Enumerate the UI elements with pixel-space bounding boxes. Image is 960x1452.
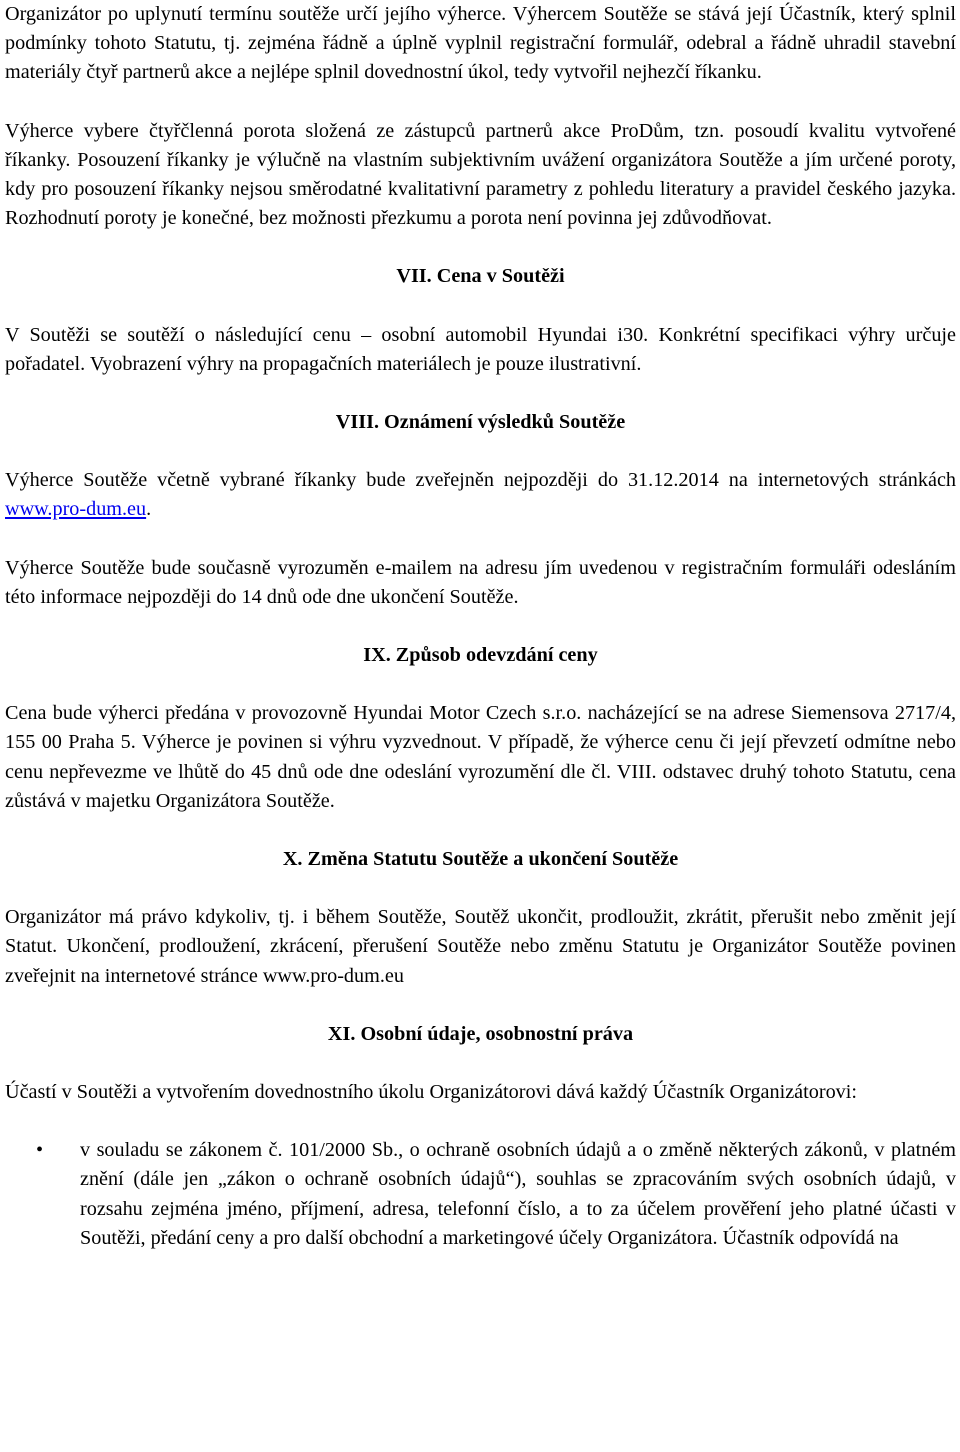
handover-paragraph: Cena bude výherci předána v provozovně Hyundai Motor Czech s.r.o. nacházející se na adrese Siemensova 2717/4, 155 00 Praha 5. Výherce je povinen si výhru vyzvednout. V případě, že výherce cenu či její převzetí odmítne nebo cenu nepřevezme ve lhůtě do 45 dnů ode dne odeslání vyrozumění dle čl. VIII. odstavec druhý tohoto Statutu, cena zůstává v majetku Organizátora Soutěže.	[5, 702, 956, 812]
results-text: Výherce Soutěže včetně vybrané říkanky bude zveřejněn nejpozději do 31.12.2014 na internetových stránkách	[5, 469, 956, 492]
intro-paragraph-jury: Výherce vybere čtyřčlenná porota složená ze zástupců partnerů akce ProDům, tzn. posoudí kvalitu vytvořené říkanky. Posouzení říkanky je výlučně na vlastním subjektivním uvážení organizátora Soutěže a jím určené poroty, kdy pro posouzení říkanky nejsou směrodatné kvalitativní parametry z pohledu literatury a pravidel českého jazyka. Rozhodnutí poroty je konečné, bez možnosti přezkumu a porota není povinna jej zdůvodňovat.	[5, 119, 956, 230]
intro-paragraph-winner: Organizátor po uplynutí termínu soutěže určí jejího výherce. Výhercem Soutěže se stává její Účastník, který splnil podmínky tohoto Statutu, tj. zejména řádně a úplně vyplnil registrační formulář, odebral a řádně uhradil stavební materiály čtyř partnerů akce a nejlépe splnil dovednostní úkol, tedy vytvořil nejhezčí říkanku.	[5, 3, 956, 84]
list-item	[5, 1136, 956, 1253]
list-item-text: v souladu se zákonem č. 101/2000 Sb., o ochraně osobních údajů a o změně některých zákonů, v platném znění (dále jen „zákon o ochraně osobních údajů“), souhlas se zpracováním svých osobních údajů, v rozsahu zejména jméno, příjmení, adresa, telefonní číslo, a to za účelem prověření jeho platné účasti v Soutěži, předání ceny a pro další obchodní a marketingové účely Organizátora. Účastník odpovídá na	[80, 1139, 956, 1249]
changes-paragraph: Organizátor má právo kdykoliv, tj. i během Soutěže, Soutěž ukončit, prodloužit, zkrátit, přerušit nebo změnit její Statut. Ukončení, prodloužení, zkrácení, přerušení Soutěže nebo změnu Statutu je Organizátor Soutěže povinen zveřejnit na internetové stránce www.pro-dum.eu	[5, 906, 956, 987]
section-heading-results: VIII. Oznámení výsledků Soutěže	[335, 411, 626, 434]
section-heading-handover: IX. Způsob odevzdání ceny	[363, 644, 598, 667]
results-paragraph-publication	[5, 466, 956, 524]
results-paragraph-email: Výherce Soutěže bude současně vyrozuměn e-mailem na adresu jím uvedenou v registračním formuláři odesláním této informace nejpozději do 14 dnů ode dne ukončení Soutěže.	[5, 556, 956, 608]
section-heading-personal-data: XI. Osobní údaje, osobnostní práva	[327, 1022, 634, 1045]
website-link[interactable]: www.pro-dum.eu	[5, 498, 147, 521]
consent-list	[5, 1136, 956, 1253]
section-heading-prize: VII. Cena v Soutěži	[396, 265, 565, 288]
document-page	[5, 0, 956, 1253]
results-text-end: .	[146, 498, 152, 521]
bullet-icon: •	[36, 1139, 44, 1162]
prize-paragraph: V Soutěži se soutěží o následující cenu – osobní automobil Hyundai i30. Konkrétní specifikaci výhry určuje pořadatel. Vyobrazení výhry na propagačních materiálech je pouze ilustrativní.	[5, 323, 956, 375]
personal-data-paragraph: Účastí v Soutěži a vytvořením dovednostního úkolu Organizátorovi dává každý Účastník Organizátorovi:	[5, 1081, 857, 1104]
section-heading-changes: X. Změna Statutu Soutěže a ukončení Soutěže	[282, 848, 679, 871]
